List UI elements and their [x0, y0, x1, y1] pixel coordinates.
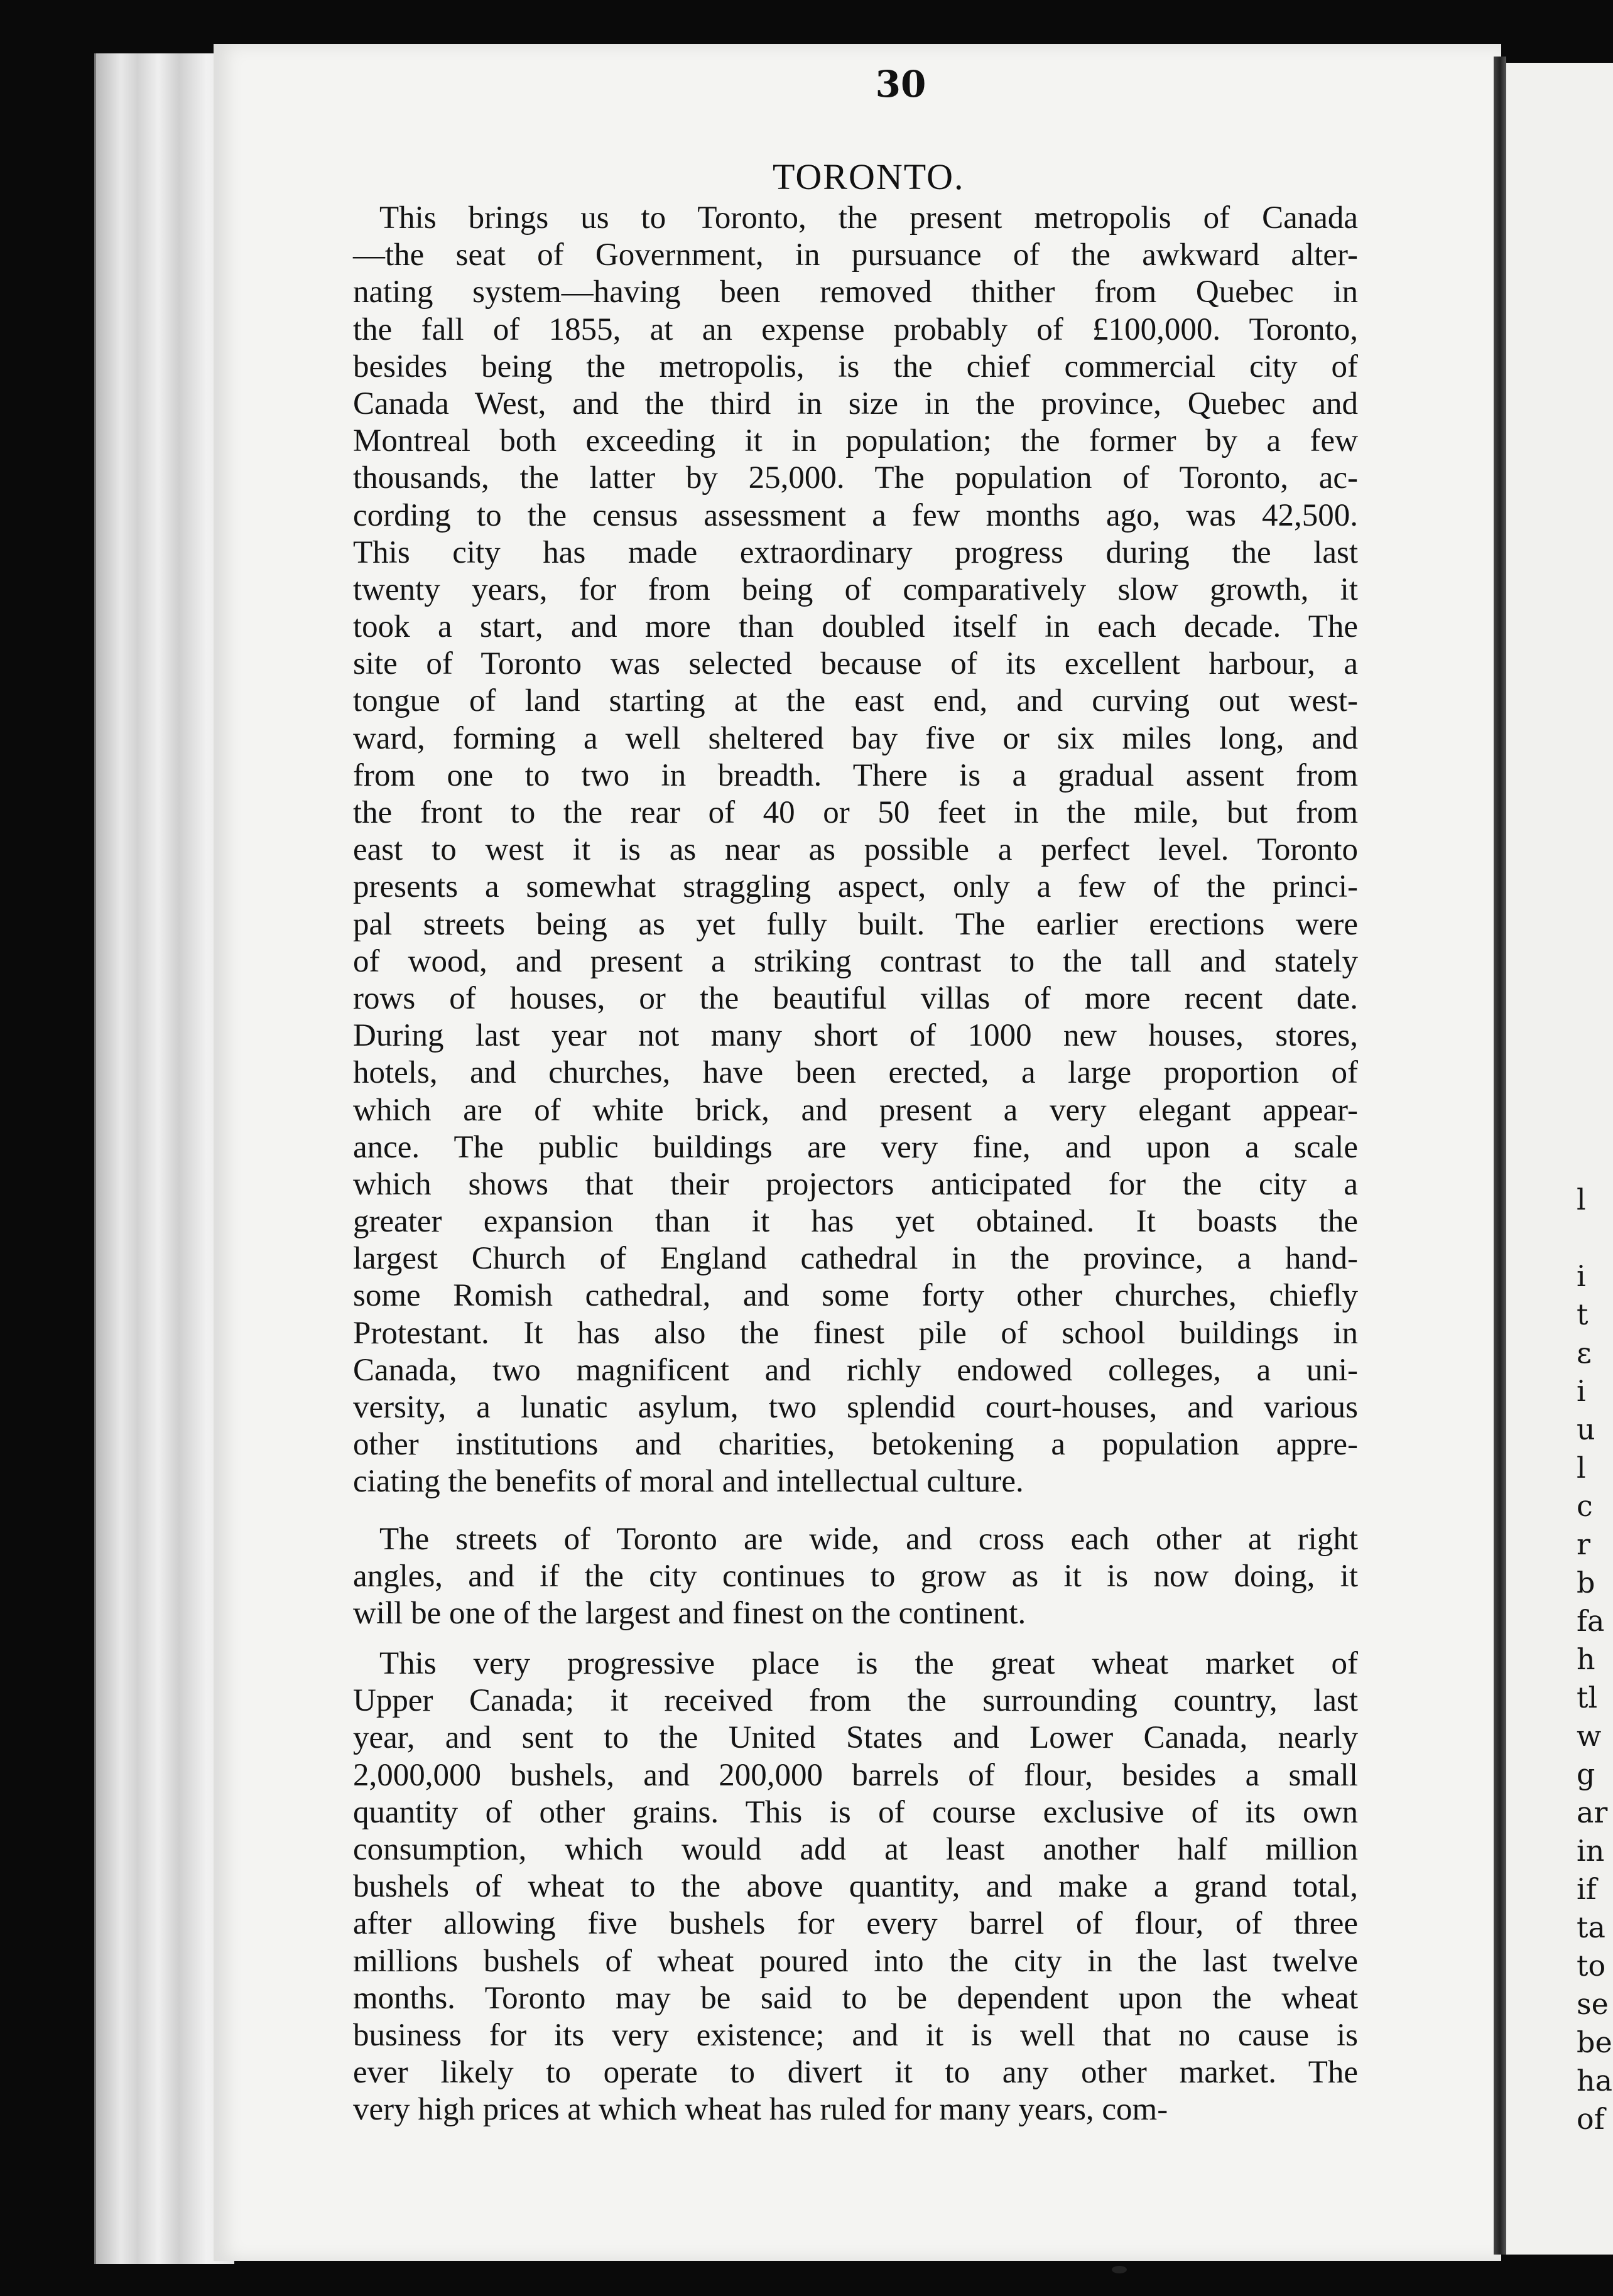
text-line: Canada West, and the third in size in the province, Quebec and: [353, 386, 1358, 421]
text-line: other institutions and charities, betokening a population appre-: [353, 1427, 1358, 1463]
text-line: presents a somewhat straggling aspect, only a few of the princi-: [353, 869, 1358, 905]
text-line: Protestant. It has also the finest pile of school buildings in: [353, 1315, 1358, 1351]
section-heading: TORONTO.: [773, 156, 965, 197]
text-line: east to west it is as near as possible a perfect level. Toronto: [353, 832, 1358, 868]
facing-page-fragment: in: [1577, 1834, 1605, 1868]
facing-page-fragment: ar: [1577, 1795, 1608, 1829]
text-line: which are of white brick, and present a very elegant appear-: [353, 1092, 1358, 1128]
text-line: bushels of wheat to the above quantity, and make a grand total,: [353, 1869, 1358, 1905]
text-line: from one to two in breadth. There is a gradual assent from: [353, 757, 1358, 793]
facing-page-fragment: b: [1577, 1566, 1595, 1600]
paragraph-1: [353, 200, 1358, 1501]
text-line: rows of houses, or the beautiful villas of more recent date.: [353, 980, 1358, 1016]
facing-page-fragment: tl: [1577, 1681, 1598, 1714]
facing-page-fragment: i: [1577, 1259, 1586, 1293]
facing-page-fragment: se: [1577, 1987, 1609, 2021]
text-line: the front to the rear of 40 or 50 feet in the mile, but from: [353, 795, 1358, 830]
text-line: Upper Canada; it received from the surrounding country, last: [353, 1683, 1358, 1719]
facing-page-fragment: t: [1577, 1297, 1589, 1331]
text-line: year, and sent to the United States and Lower Canada, nearly: [353, 1720, 1358, 1756]
facing-page-fragment: be: [1577, 2025, 1612, 2059]
facing-page-fragment: u: [1577, 1412, 1595, 1446]
facing-page-fragment: of: [1577, 2102, 1605, 2136]
facing-page-fragment: ta: [1577, 1910, 1605, 1944]
text-line: after allowing five bushels for every barrel of flour, of three: [353, 1906, 1358, 1942]
text-line: ciating the benefits of moral and intellectual culture.: [353, 1464, 1024, 1500]
text-line: cording to the census assessment a few months ago, was 42,500.: [353, 497, 1358, 533]
text-line: months. Toronto may be said to be dependent upon the wheat: [353, 1980, 1358, 2016]
text-line: which shows that their projectors anticipated for the city a: [353, 1166, 1358, 1202]
facing-page-fragment: i: [1577, 1374, 1586, 1408]
text-line: thousands, the latter by 25,000. The population of Toronto, ac-: [353, 460, 1358, 496]
facing-page-text: [1577, 1181, 1613, 2138]
text-line: ward, forming a well sheltered bay five or six miles long, and: [353, 720, 1358, 756]
text-line: nating system—having been removed thither from Quebec in: [353, 274, 1358, 310]
text-line: millions bushels of wheat poured into the city in the last twelve: [353, 1943, 1358, 1979]
book-gutter: [1494, 57, 1506, 2255]
facing-page-fragment: h: [1577, 1642, 1595, 1676]
text-line: business for its very existence; and it is well that no cause is: [353, 2017, 1358, 2053]
text-line: of wood, and present a striking contrast to the tall and stately: [353, 943, 1358, 979]
text-line: hotels, and churches, have been erected, a large proportion of: [353, 1055, 1358, 1091]
text-line: the fall of 1855, at an expense probably of £100,000. Toronto,: [353, 311, 1358, 347]
text-line: some Romish cathedral, and some forty other churches, chiefly: [353, 1278, 1358, 1314]
facing-page-fragment: w: [1577, 1719, 1602, 1753]
facing-page-fragment: l: [1577, 1451, 1586, 1485]
text-line: ance. The public buildings are very fine, and upon a scale: [353, 1129, 1358, 1165]
text-line: quantity of other grains. This is of course exclusive of its own: [353, 1794, 1358, 1830]
text-line: greater expansion than it has yet obtained. It boasts the: [353, 1204, 1358, 1240]
text-line: took a start, and more than doubled itself in each decade. The: [353, 609, 1358, 645]
text-line: During last year not many short of 1000 new houses, stores,: [353, 1018, 1358, 1054]
text-line: twenty years, for from being of comparatively slow growth, it: [353, 571, 1358, 607]
text-line: 2,000,000 bushels, and 200,000 barrels of flour, besides a small: [353, 1757, 1358, 1793]
text-line: This very progressive place is the great wheat market of: [379, 1646, 1358, 1681]
facing-page-fragment: g: [1577, 1757, 1595, 1791]
text-line: This brings us to Toronto, the present metropolis of Canada: [379, 200, 1358, 236]
text-line: consumption, which would add at least another half million: [353, 1831, 1358, 1867]
text-line: versity, a lunatic asylum, two splendid court-houses, and various: [353, 1390, 1358, 1425]
text-line: This city has made extraordinary progress during the last: [353, 534, 1358, 570]
paragraph-3: [353, 1645, 1358, 2128]
facing-page-fragment: to: [1577, 1949, 1606, 1983]
text-line: largest Church of England cathedral in the province, a hand-: [353, 1241, 1358, 1277]
facing-page-fragment: [1577, 1219, 1613, 1257]
facing-page-fragment: ε: [1577, 1336, 1592, 1370]
text-line: The streets of Toronto are wide, and cross each other at right: [379, 1522, 1358, 1557]
facing-page-fragment: ha: [1577, 2064, 1613, 2098]
paragraph-2: [353, 1521, 1358, 1633]
text-line: will be one of the largest and finest on the continent.: [353, 1596, 1026, 1632]
text-line: besides being the metropolis, is the chief commercial city of: [353, 349, 1358, 384]
facing-page-fragment: c: [1577, 1489, 1593, 1523]
facing-page-fragment: if: [1577, 1872, 1597, 1906]
text-line: angles, and if the city continues to grow as it is now doing, it: [353, 1559, 1358, 1595]
text-line: site of Toronto was selected because of its excellent harbour, a: [353, 646, 1358, 682]
facing-page-fragment: fa: [1577, 1604, 1605, 1638]
facing-page-fragment: l: [1577, 1183, 1586, 1216]
text-line: pal streets being as yet fully built. The earlier erections were: [353, 906, 1358, 942]
text-line: Canada, two magnificent and richly endowed colleges, a uni-: [353, 1352, 1358, 1388]
text-line: ever likely to operate to divert it to any other market. The: [353, 2055, 1358, 2091]
print-speck: [1112, 2266, 1127, 2273]
text-line: —the seat of Government, in pursuance of the awkward alter-: [353, 237, 1358, 273]
page-number: 30: [875, 63, 926, 106]
text-line: tongue of land starting at the east end, and curving out west-: [353, 683, 1358, 719]
text-line: Montreal both exceeding it in population; the former by a few: [353, 423, 1358, 459]
text-line: very high prices at which wheat has ruled for many years, com-: [353, 2092, 1168, 2128]
facing-page-fragment: r: [1577, 1527, 1590, 1561]
